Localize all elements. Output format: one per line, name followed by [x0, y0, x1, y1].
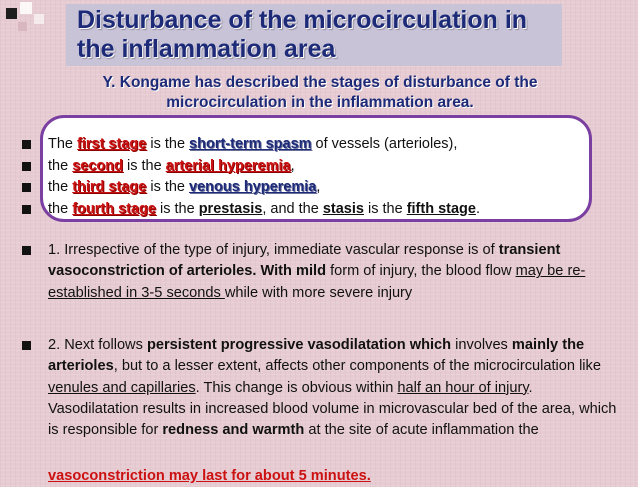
list-item: the fourth stage is the prestasis, and the stasis is the fifth stage.: [22, 199, 622, 221]
stage-description: arterial hyperemia: [165, 157, 291, 174]
paragraph-2: [22, 335, 622, 441]
stage-name: fourth stage: [72, 200, 156, 217]
stage-description: stasis: [322, 200, 364, 217]
square-bullet-icon: [22, 205, 31, 214]
square-bullet-icon: [22, 162, 31, 171]
stage-description: prestasis: [198, 200, 263, 217]
stage-description: fifth stage: [406, 200, 476, 217]
list-item: 1. Irrespective of the type of injury, immediate vascular response is of transient vasoconstriction of arterioles. With mild form of injury, the blood flow may be re-established in 3-5 seconds while with more severe injury: [22, 240, 622, 304]
square-bullet-icon: [22, 341, 31, 350]
corner-decoration: [0, 0, 50, 40]
list-item: the second is the arterial hyperemia,: [22, 156, 622, 178]
subtitle-line-2: microcirculation in the inflammation area.: [166, 94, 474, 111]
stage-name: second: [72, 157, 123, 174]
square-bullet-icon: [22, 246, 31, 255]
list-item: 2. Next follows persistent progressive vasodilatation which involves mainly the arterioles, but to a lesser extent, affects other components of the microcirculation like venules and capillaries. This change is obvious within half an hour of injury. Vasodilatation results in increased blood volume in microvascular bed of the area, which is responsible for redness and warmth at the site of acute inflammation the: [22, 335, 622, 441]
cutoff-line: vasoconstriction may last for about 5 minutes.: [48, 468, 371, 484]
stages-list: [22, 134, 622, 220]
slide-title: [77, 6, 567, 64]
stage-name: third stage: [72, 179, 147, 195]
title-line-1: Disturbance of the microcirculation in: [77, 6, 528, 34]
title-line-2: the inflammation area: [77, 35, 336, 63]
slide-subtitle: [40, 73, 600, 113]
square-bullet-icon: [22, 183, 31, 192]
stage-description: short-term spasm: [189, 136, 312, 152]
stage-name: first stage: [77, 136, 147, 152]
subtitle-line-1: Y. Kongame has described the stages of disturbance of the: [102, 74, 538, 91]
stage-description: venous hyperemia: [189, 179, 317, 195]
paragraph-1: [22, 240, 622, 304]
list-item: the third stage is the venous hyperemia,: [22, 177, 622, 199]
list-item: The first stage is the short-term spasm of vessels (arterioles),: [22, 134, 622, 156]
square-bullet-icon: [22, 140, 31, 149]
